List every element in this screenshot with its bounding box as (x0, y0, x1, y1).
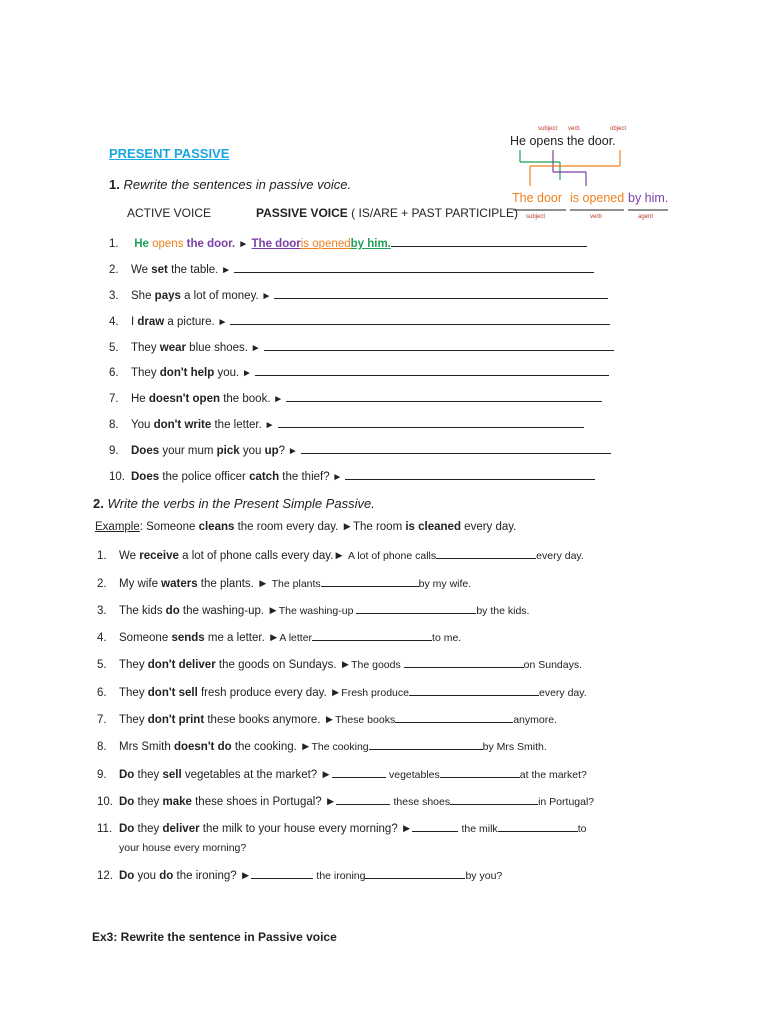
row-number: 12. (97, 870, 113, 882)
item-verb: catch (249, 471, 280, 483)
item-verb: receive (139, 550, 179, 562)
section2-item (97, 630, 461, 645)
arrow-icon: ► (258, 291, 272, 302)
item-verb: sends (171, 632, 205, 644)
item-tail: every day. (536, 550, 584, 562)
item-verb: set (151, 264, 168, 276)
diagram-passive-verb: is opened (570, 191, 625, 205)
diagram-label-object: object (610, 126, 627, 132)
item-text: blue shoes. (185, 342, 248, 354)
arrow-icon: ► (270, 394, 284, 405)
answer-line (391, 236, 587, 247)
item-text: They (119, 687, 148, 699)
section2-item (97, 548, 584, 563)
diagram-label-verb: verb (568, 126, 580, 132)
item-text: these shoes in Portugal? ► (191, 796, 337, 808)
item-text: We (131, 264, 152, 276)
given-subject: These books (335, 714, 396, 726)
given-subject: A lot of phone calls (347, 550, 437, 562)
item-tail: by my wife. (418, 578, 472, 590)
arrow-icon: ► (214, 317, 228, 328)
item-text: the police officer (159, 471, 250, 483)
section2-heading (93, 496, 375, 511)
answer-line[interactable] (404, 657, 524, 668)
section2-item (97, 685, 587, 700)
answer-line[interactable] (274, 288, 608, 299)
item-verb: waters (161, 578, 198, 590)
item-verb: deliver (162, 823, 200, 835)
arrow-icon: ► (261, 420, 275, 431)
item-text: you (239, 445, 265, 457)
arrow-icon: ► (248, 343, 261, 354)
row-number: 9. (109, 445, 119, 457)
item-tail: every day. (538, 687, 587, 699)
answer-line[interactable] (234, 262, 594, 273)
item-tail: to (577, 823, 587, 835)
item-verb: sell (162, 769, 182, 781)
item-text: you. (214, 367, 240, 379)
arrow-icon: ► (285, 446, 298, 457)
answer-line[interactable] (436, 548, 536, 559)
item-verb: make (162, 796, 192, 808)
row-number: 6. (97, 687, 107, 699)
row-number: 6. (109, 367, 119, 379)
section1-item (109, 340, 614, 356)
section1-item (109, 417, 584, 433)
item-text: He (131, 393, 149, 405)
item-verb: do (165, 605, 180, 617)
row-number: 10. (109, 471, 125, 483)
item-continuation: your house every morning? (119, 842, 247, 854)
section1-heading (109, 177, 351, 192)
item-verb: Does (131, 445, 160, 457)
given-subject: The goods (351, 659, 404, 671)
page-title: PRESENT PASSIVE (109, 146, 230, 161)
passive-voice-header (256, 206, 518, 220)
row-number: 10. (97, 796, 113, 808)
item-text: fresh produce every day. ► (197, 687, 342, 699)
item-text: your mum (159, 445, 217, 457)
item-verb: pays (154, 290, 181, 302)
answer-line[interactable] (278, 417, 584, 428)
item-text: they (134, 796, 163, 808)
section1-item (109, 365, 609, 381)
example-object: the door. (186, 238, 236, 250)
section2-item (97, 868, 502, 883)
item-verb: doesn't do (173, 741, 232, 753)
section1-item (109, 262, 594, 278)
answer-line[interactable] (395, 712, 513, 723)
example-post2: every day. (460, 521, 517, 533)
given-subject: Fresh produce (341, 687, 409, 699)
section1-number: 1. (109, 177, 120, 192)
row-number: 1. (109, 238, 119, 250)
example-pre: : Someone (139, 521, 199, 533)
example-passive-verb: is opened (300, 238, 351, 250)
item-text: The kids (119, 605, 166, 617)
section3-heading: Ex3: Rewrite the sentence in Passive voice (92, 930, 337, 944)
item-verb: Do (119, 823, 135, 835)
item-text: the cooking. ► (231, 741, 312, 753)
answer-line[interactable] (321, 576, 419, 587)
item-verb: Do (119, 769, 135, 781)
item-text: You (131, 419, 154, 431)
given-subject: these shoes (393, 796, 451, 808)
item-text: the table. (167, 264, 219, 276)
item-text: We (119, 550, 140, 562)
item-text: they (134, 769, 163, 781)
item-verb: don't sell (147, 687, 198, 699)
item-verb: Do (119, 796, 135, 808)
item-text: a lot of phone calls every day.► (178, 550, 348, 562)
item-tail: by the kids. (476, 605, 530, 617)
answer-line[interactable] (356, 603, 476, 614)
diagram-active-sentence: He opens the door. (510, 134, 616, 148)
item-verb: don't help (159, 367, 215, 379)
section1-instruction: Rewrite the sentences in passive voice. (123, 177, 352, 192)
item-verb: don't print (147, 714, 205, 726)
item-text: They (131, 342, 160, 354)
diagram-passive-subject: The door (512, 191, 563, 205)
item-text: She (131, 290, 155, 302)
item-text: a picture. (164, 316, 215, 328)
row-number: 2. (97, 578, 107, 590)
active-voice-header: ACTIVE VOICE (127, 206, 212, 220)
item-tail: at the market? (519, 769, 587, 781)
answer-line[interactable] (412, 821, 458, 832)
answer-line[interactable] (365, 868, 465, 879)
row-number: 5. (109, 342, 119, 354)
given-subject: The plants (271, 578, 321, 590)
row-number: 7. (109, 393, 119, 405)
item-text: the ironing? ► (173, 870, 252, 882)
answer-line[interactable] (369, 739, 483, 750)
answer-line[interactable] (440, 767, 520, 778)
row-number: 3. (97, 605, 107, 617)
item-verb: draw (137, 316, 165, 328)
example-bold2: is cleaned (405, 521, 461, 533)
section2-item (97, 794, 594, 809)
answer-line[interactable] (498, 821, 578, 832)
example-subject: He (134, 238, 149, 250)
passive-voice-bold: PASSIVE VOICE (256, 206, 348, 220)
item-text: the washing-up. ► (179, 605, 279, 617)
item-verb: pick (216, 445, 240, 457)
diagram-passive-agent: by him. (628, 191, 669, 205)
item-text: I (131, 316, 138, 328)
answer-line[interactable] (409, 685, 539, 696)
given-subject: vegetables (388, 769, 440, 781)
item-text: They (119, 659, 148, 671)
passive-voice-rest: ( IS/ARE + PAST PARTICIPLE) (351, 206, 518, 220)
row-number: 4. (97, 632, 107, 644)
section2-instruction: Write the verbs in the Present Simple Passive. (107, 496, 375, 511)
answer-line[interactable] (251, 868, 313, 879)
item-text: vegetables at the market? ► (181, 769, 332, 781)
item-text: the plants. ► (197, 578, 272, 590)
diagram-label-agent: agent (638, 214, 654, 220)
arrow-icon: ► (238, 239, 249, 250)
item-text: these books anymore. ► (204, 714, 336, 726)
item-text: me a letter. ► (204, 632, 280, 644)
item-text: ? (278, 445, 286, 457)
arrow-icon: ► (218, 265, 232, 276)
passive-diagram (508, 124, 678, 224)
diagram-label-subject: subject (538, 126, 558, 132)
given-subject: The washing-up (278, 605, 357, 617)
diagram-label-subject2: subject (526, 214, 546, 220)
item-verb: up (264, 445, 279, 457)
section2-item (97, 576, 471, 591)
item-text: the letter. (211, 419, 262, 431)
section1-item (109, 443, 611, 459)
example-post: the room every day. ►The room (234, 521, 406, 533)
example-passive-agent: by him. (350, 238, 391, 250)
item-text: Someone (119, 632, 172, 644)
section1-item (109, 314, 610, 330)
item-verb: Does (131, 471, 160, 483)
answer-line[interactable] (332, 767, 386, 778)
answer-line[interactable] (301, 443, 611, 454)
item-text: My wife (119, 578, 162, 590)
row-number: 4. (109, 316, 119, 328)
section2-item (97, 712, 557, 727)
example-passive-subject: The door (251, 238, 301, 250)
row-number: 3. (109, 290, 119, 302)
item-text: they (134, 823, 163, 835)
item-verb: don't write (153, 419, 212, 431)
row-number: 11. (97, 823, 113, 835)
row-number: 2. (109, 264, 119, 276)
arrow-icon: ► (329, 472, 343, 483)
answer-line[interactable] (336, 794, 390, 805)
item-tail: by you? (465, 870, 503, 882)
answer-line[interactable] (450, 794, 538, 805)
given-subject: the ironing (316, 870, 366, 882)
section1-item (109, 391, 602, 407)
section2-item (97, 657, 582, 672)
item-tail: in Portugal? (538, 796, 595, 808)
row-number: 7. (97, 714, 107, 726)
item-verb: don't deliver (147, 659, 216, 671)
section1-item (109, 469, 595, 485)
given-subject: A letter (279, 632, 313, 644)
diagram-label-verb2: verb (590, 214, 602, 220)
answer-line[interactable] (286, 391, 602, 402)
item-text: the thief? (279, 471, 330, 483)
item-text: the milk to your house every morning? ► (199, 823, 413, 835)
item-tail: by Mrs Smith. (482, 741, 547, 753)
section2-item (97, 767, 587, 782)
row-number: 8. (97, 741, 107, 753)
given-subject: The cooking (311, 741, 369, 753)
section2-item (97, 739, 547, 754)
example-bold: cleans (198, 521, 235, 533)
section2-item (97, 603, 529, 618)
item-text: the goods on Sundays. ► (215, 659, 352, 671)
item-text: a lot of money. (180, 290, 259, 302)
section2-item (97, 821, 586, 836)
item-text: They (119, 714, 148, 726)
example-verb: opens (152, 238, 184, 250)
section2-example (95, 520, 516, 534)
item-text: you (134, 870, 160, 882)
answer-line[interactable] (264, 340, 614, 351)
section2-number: 2. (93, 496, 104, 511)
row-number: 8. (109, 419, 119, 431)
answer-line[interactable] (230, 314, 610, 325)
item-tail: anymore. (513, 714, 557, 726)
arrow-icon: ► (239, 368, 252, 379)
item-verb: do (159, 870, 174, 882)
item-tail: on Sundays. (523, 659, 583, 671)
item-verb: doesn't open (148, 393, 221, 405)
answer-line[interactable] (312, 630, 432, 641)
row-number: 9. (97, 769, 107, 781)
item-verb: wear (159, 342, 186, 354)
section1-example-row (109, 236, 587, 252)
item-text: the book. (220, 393, 271, 405)
item-tail: to me. (432, 632, 462, 644)
answer-line[interactable] (345, 469, 595, 480)
item-text: Mrs Smith (119, 741, 174, 753)
example-label: Example (95, 521, 140, 533)
section1-item (109, 288, 608, 304)
row-number: 1. (97, 550, 107, 562)
item-text: They (131, 367, 160, 379)
answer-line[interactable] (255, 365, 609, 376)
given-subject: the milk (461, 823, 498, 835)
item-verb: Do (119, 870, 135, 882)
row-number: 5. (97, 659, 107, 671)
